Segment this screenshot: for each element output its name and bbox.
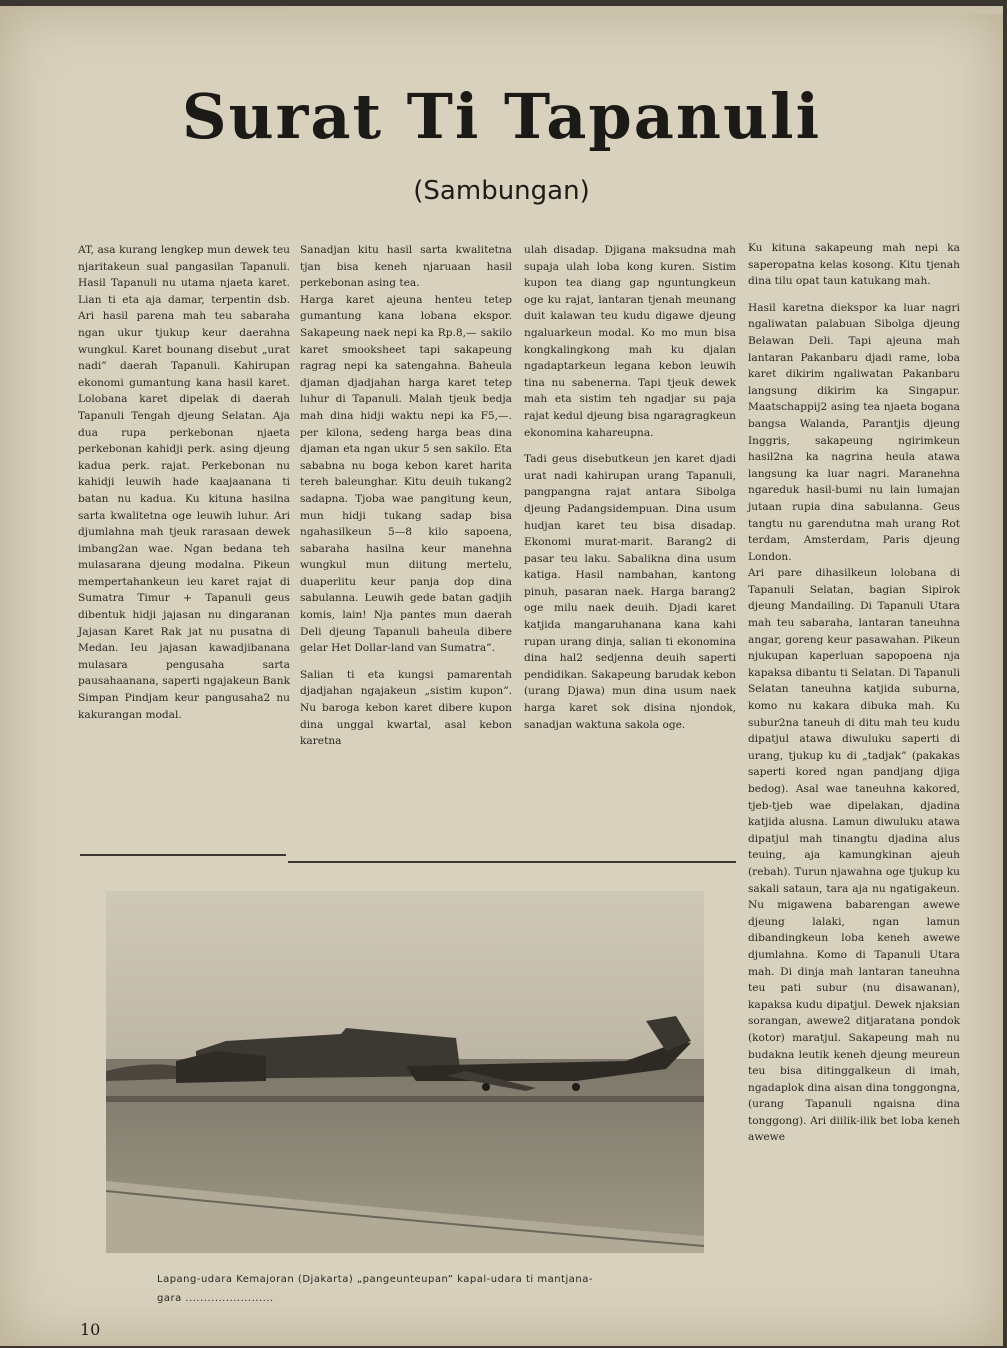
divider-rule bbox=[80, 854, 286, 856]
airport-photo bbox=[106, 891, 704, 1253]
paragraph: AT, asa kurang lengkep mun dewek teu njaritakeun sual pangasilan Tapanuli. Hasil Tapanuli nu utama njaeta karet. Lian ti eta aja damar, terpentin dsb. Ari hasil parena mah teu sabaraha ngan ukur tjukup keur daerahna wungkul. Karet bounang disebut „urat nadi” daerah Tapanuli. Kahirupan ekonomi gumantung kana hasil karet. Lolobana karet dipelak di daerah Tapanuli Tengah djeung Selatan. Aja dua rupa perkebonan njaeta perkebonan kahidji perk. asing djeung kadua perk. rajat. Perkebonan nu kahidji leuwih hade kaajaanana ti batan nu kadua. Ku kituna hasilna sarta kwalitetna oge leuwih luhur. Ari djumlahna mah tjeuk rarasaan dewek imbang2an wae. Ngan bedana teh mulasarana djeung modalna. Pikeun mempertahankeun ieu karet rajat di Sumatra Timur + Tapanuli geus dibentuk hidji jajasan nu dingaranan Jajasan Karet Rak jat nu pusatna di Medan. Ieu jajasan kawadjibanana mulasara pengusaha sarta pausahaanana, saperti ngajakeun Bank Simpan Pindjam keur pangusaha2 nu kakurangan modal. bbox=[78, 244, 290, 721]
page-edge bbox=[285, 6, 1003, 14]
paragraph: Sanadjan kitu hasil sarta kwalitetna tjan bisa keneh njaruaan hasil perkebonan asing tea. bbox=[300, 244, 512, 290]
magazine-page bbox=[0, 6, 1003, 1346]
paragraph: ulah disadap. Djigana maksudna mah supaja ulah loba kong kuren. Sistim kupon tea diang gap nguntungkeun oge ku rajat, lantaran tjenah meunang duit kalawan teu kudu digawe djeung ngaluarkeun modal. Ko mo mun bisa kongkalingkong mah ku djalan ngadaptarkeun legana kebon leuwih tina nu sabenerna. Tapi tjeuk dewek mah eta sistim teh ngadjar su paja rajat kedul djeung bisa ngaragragkeun ekonomina kahareupna. bbox=[524, 244, 736, 439]
caption-line: Lapang-udara Kemajoran (Djakarta) „pangeunteupan” kapal-udara ti mantjana- bbox=[157, 1274, 593, 1285]
paragraph: Salian ti eta kungsi pamarentah djadjahan ngajakeun „sistim kupon”. Nu baroga kebon karet dibere kupon dina unggal kwartal, asal kebon karetna bbox=[300, 668, 512, 748]
text-column-2 bbox=[300, 242, 512, 750]
paragraph: Harga karet ajeuna henteu tetep gumantung kana lobana ekspor. Sakapeung naek nepi ka Rp.8,— sakilo karet smooksheet tapi sakapeung ragrag nepi ka satengahna. Baheula djaman djadjahan harga karet tetep luhur di Tapanuli. Malah tjeuk bedja mah dina hidji waktu nepi ka F5,—. per kilona, sedeng harga beas dina djaman eta ngan ukur 5 sen sakilo. Eta sababna nu boga kebon karet harita tereh baleunghar. Kitu deuih tukang2 sadapna. Tjoba wae pangitung keun, mun hidji tukang sadap bisa ngahasilkeun 5—8 kilo sapoena, sabaraha hasilna keur manehna wungkul mun diitung mertelu, duaperlitu keur panja dop dina sabulanna. Leuwih gede batan gadjih komis, lain! Nja pantes mun daerah Deli djeung Tapanuli baheula dibere gelar Het Dollar-land van Sumatra”. bbox=[300, 293, 512, 655]
photo-caption bbox=[157, 1270, 687, 1308]
paragraph: Hasil karetna diekspor ka luar nagri ngaliwatan palabuan Sibolga djeung Belawan Deli. Tapi ajeuna mah lantaran Pakanbaru djadi rame, loba karet dikirim ngaliwatan Pakanbaru langsung dikirim ka Singapur. Maatschappij2 asing tea njaeta bogana bangsa Walanda, Parantjis djeung Inggris, sakapeung ngirimkeun hasil2na ka nagrina heula atawa langsung ka luar nagri. Maranehna ngareduk hasil-bumi nu lain lumajan jutaan rupia dina sabulanna. Geus tangtu nu garendutna mah urang Rot terdam, Amsterdam, Paris djeung London. bbox=[748, 301, 960, 563]
text-column-1 bbox=[78, 242, 290, 723]
paragraph: Ari pare dihasilkeun lolobana di Tapanuli Selatan, bagian Sipirok djeung Mandailing. Di Tapanuli Utara mah teu sabaraha, lantaran taneuhna angar, goreng keur pasawahan. Pikeun njukupan kaperluan sapopoena nja kapaksa dibantu ti Selatan. Di Tapanuli Selatan taneuhna katjida suburna, komo nu kakara dibuka mah. Ku subur2na taneuh di ditu mah teu kudu dipatjul atawa diwuluku saperti di urang, tjukup ku di „tadjak” (pakakas saperti kored ngan pandjang djiga bedog). Asal wae taneuhna kakored, tjeb-tjeb wae dipelakan, djadina katjida alusna. Lamun diwuluku atawa dipatjul mah tinangtu djadina alus teuing, aja kamungkinan ajeuh (rebah). Turun njawahna oge tjukup ku sakali sataun, tara aja nu ngatigakeun. Nu migawena babarengan awewe djeung lalaki, ngan lamun dibandingkeun loba keneh awewe djumlahna. Komo di Tapanuli Utara mah. Di dinja mah lantaran taneuhna teu pati subur (nu disawanan), kapaksa kudu dipatjul. Dewek njaksian sorangan, awewe2 ditjaratana pondok (kotor) maratjul. Sakapeung mah nu budakna leutik keneh djeung meureun teu bisa ditinggalkeun di imah, ngadaplok dina aisan dina tonggongna, (urang Tapanuli ngaisna dina tonggong). Ari diilik-ilik bet loba keneh awewe bbox=[748, 567, 960, 1144]
article-subtitle: (Sambungan) bbox=[413, 176, 590, 206]
caption-line: gara ........................ bbox=[157, 1293, 274, 1304]
paragraph: Ku kituna sakapeung mah nepi ka saperopatna kelas kosong. Kitu tjenah dina tilu opat taun katukang mah. bbox=[748, 242, 960, 288]
airport-photo-image bbox=[106, 891, 704, 1253]
page-number: 10 bbox=[80, 1320, 101, 1339]
article-title: Surat Ti Tapanuli bbox=[181, 80, 822, 153]
text-column-4 bbox=[748, 240, 960, 1146]
divider-rule bbox=[288, 861, 736, 863]
paragraph: Tadi geus disebutkeun jen karet djadi urat nadi kahirupan urang Tapanuli, pangpangna rajat antara Sibolga djeung Padangsidempuan. Dina usum hudjan karet teu bisa disadap. Ekonomi murat-marit. Barang2 di pasar teu laku. Sabalikna dina usum katiga. Hasil nambahan, kantong pinuh, pasaran naek. Harga barang2 oge milu naek deuih. Djadi karet katjida mangaruhanana kana kahi rupan urang dinja, salian ti ekonomina dina hal2 sedjenna deuih saperti pendidikan. Sakapeung barudak kebon (urang Djawa) mun dina usum naek harga karet sok disina njondok, sanadjan waktuna sakola oge. bbox=[524, 453, 736, 731]
text-column-3 bbox=[524, 242, 736, 733]
